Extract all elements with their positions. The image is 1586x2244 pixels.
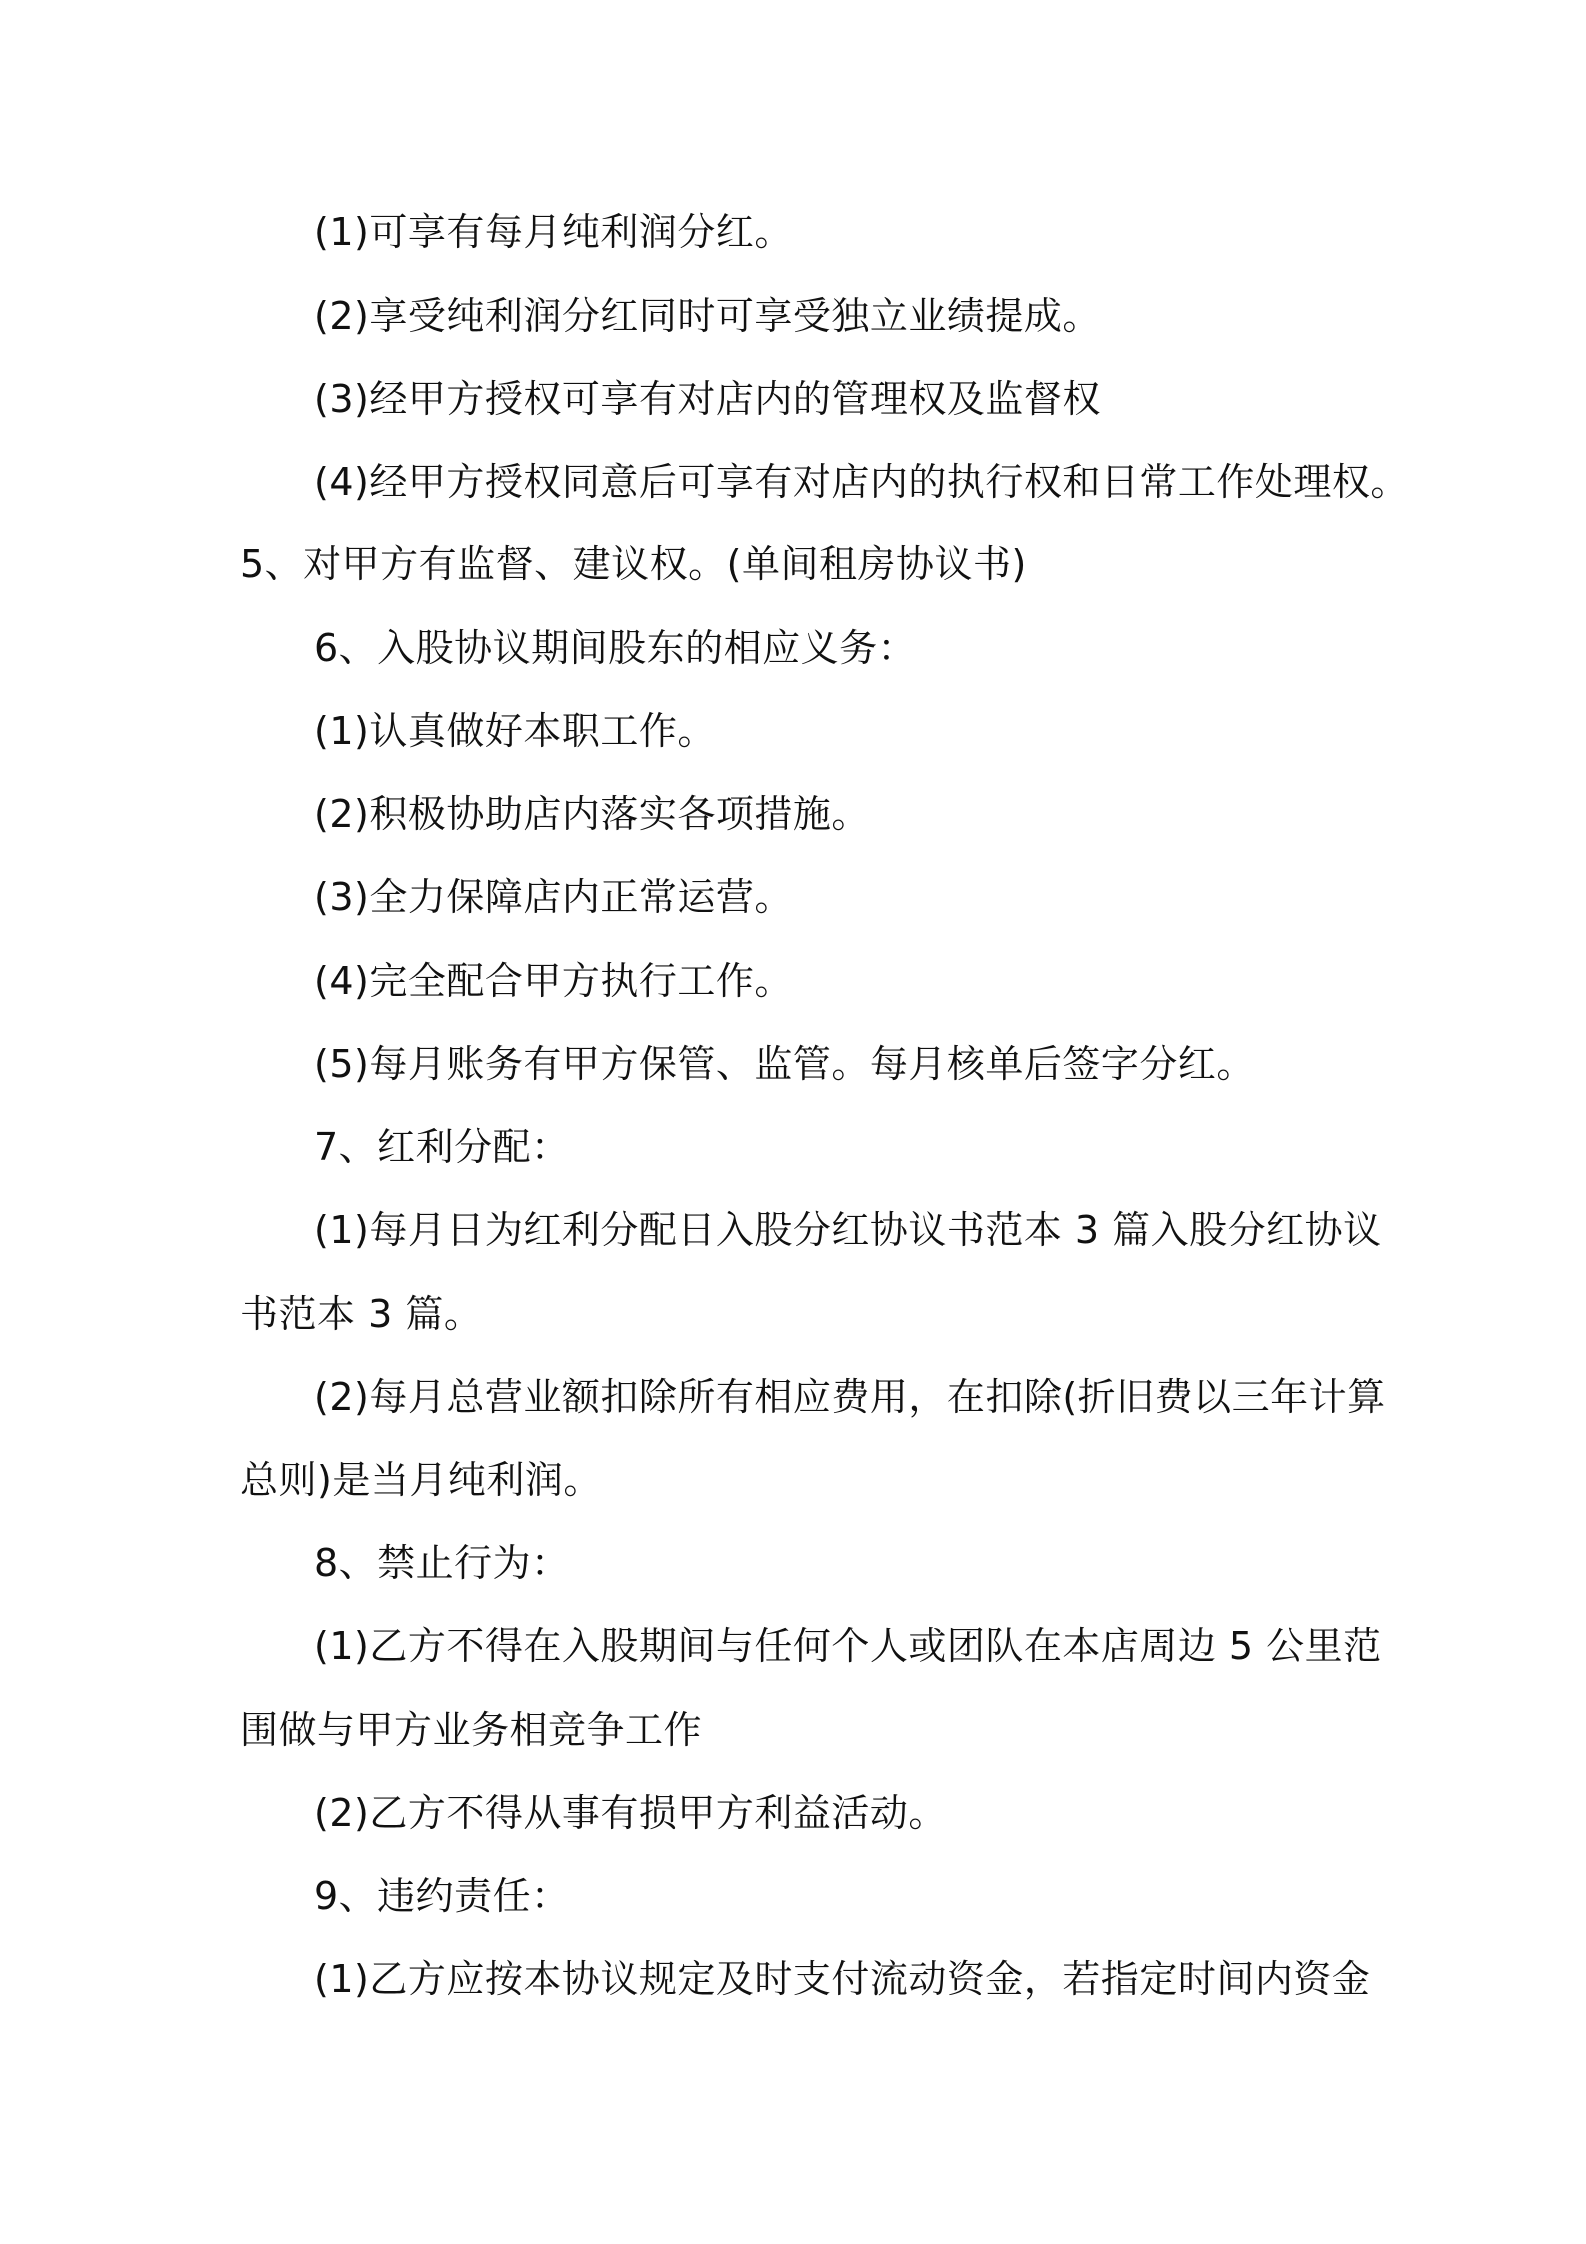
text-line: (1)认真做好本职工作。: [314, 709, 716, 753]
text-line: (5)每月账务有甲方保管、监管。每月核单后签字分红。: [314, 1042, 1255, 1086]
text-line: (1)可享有每月纯利润分红。: [314, 210, 793, 254]
text-line: (1)每月日为红利分配日入股分红协议书范本 3 篇入股分红协议: [314, 1208, 1382, 1252]
text-line: 7、红利分配：: [314, 1125, 570, 1169]
text-line: 总则)是当月纯利润。: [240, 1458, 602, 1502]
text-line: 6、入股协议期间股东的相应义务：: [314, 626, 917, 670]
text-line: (4)经甲方授权同意后可享有对店内的执行权和日常工作处理权。: [314, 460, 1409, 504]
text-line: (2)享受纯利润分红同时可享受独立业绩提成。: [314, 294, 1101, 338]
text-line: 5、对甲方有监督、建议权。(单间租房协议书): [240, 542, 1027, 586]
text-line: (2)每月总营业额扣除所有相应费用，在扣除(折旧费以三年计算: [314, 1375, 1386, 1419]
text-line: 围做与甲方业务相竞争工作: [240, 1708, 703, 1752]
text-line: (2)乙方不得从事有损甲方利益活动。: [314, 1791, 947, 1835]
text-line: (3)全力保障店内正常运营。: [314, 875, 793, 919]
text-line: (4)完全配合甲方执行工作。: [314, 959, 793, 1003]
text-line: 9、违约责任：: [314, 1874, 570, 1918]
text-line: (2)积极协助店内落实各项措施。: [314, 792, 870, 836]
text-line: 8、禁止行为：: [314, 1541, 570, 1585]
text-line: 书范本 3 篇。: [240, 1292, 483, 1336]
text-line: (3)经甲方授权可享有对店内的管理权及监督权: [314, 377, 1101, 421]
text-line: (1)乙方不得在入股期间与任何个人或团队在本店周边 5 公里范: [314, 1624, 1382, 1668]
text-line: (1)乙方应按本协议规定及时支付流动资金，若指定时间内资金: [314, 1957, 1371, 2001]
